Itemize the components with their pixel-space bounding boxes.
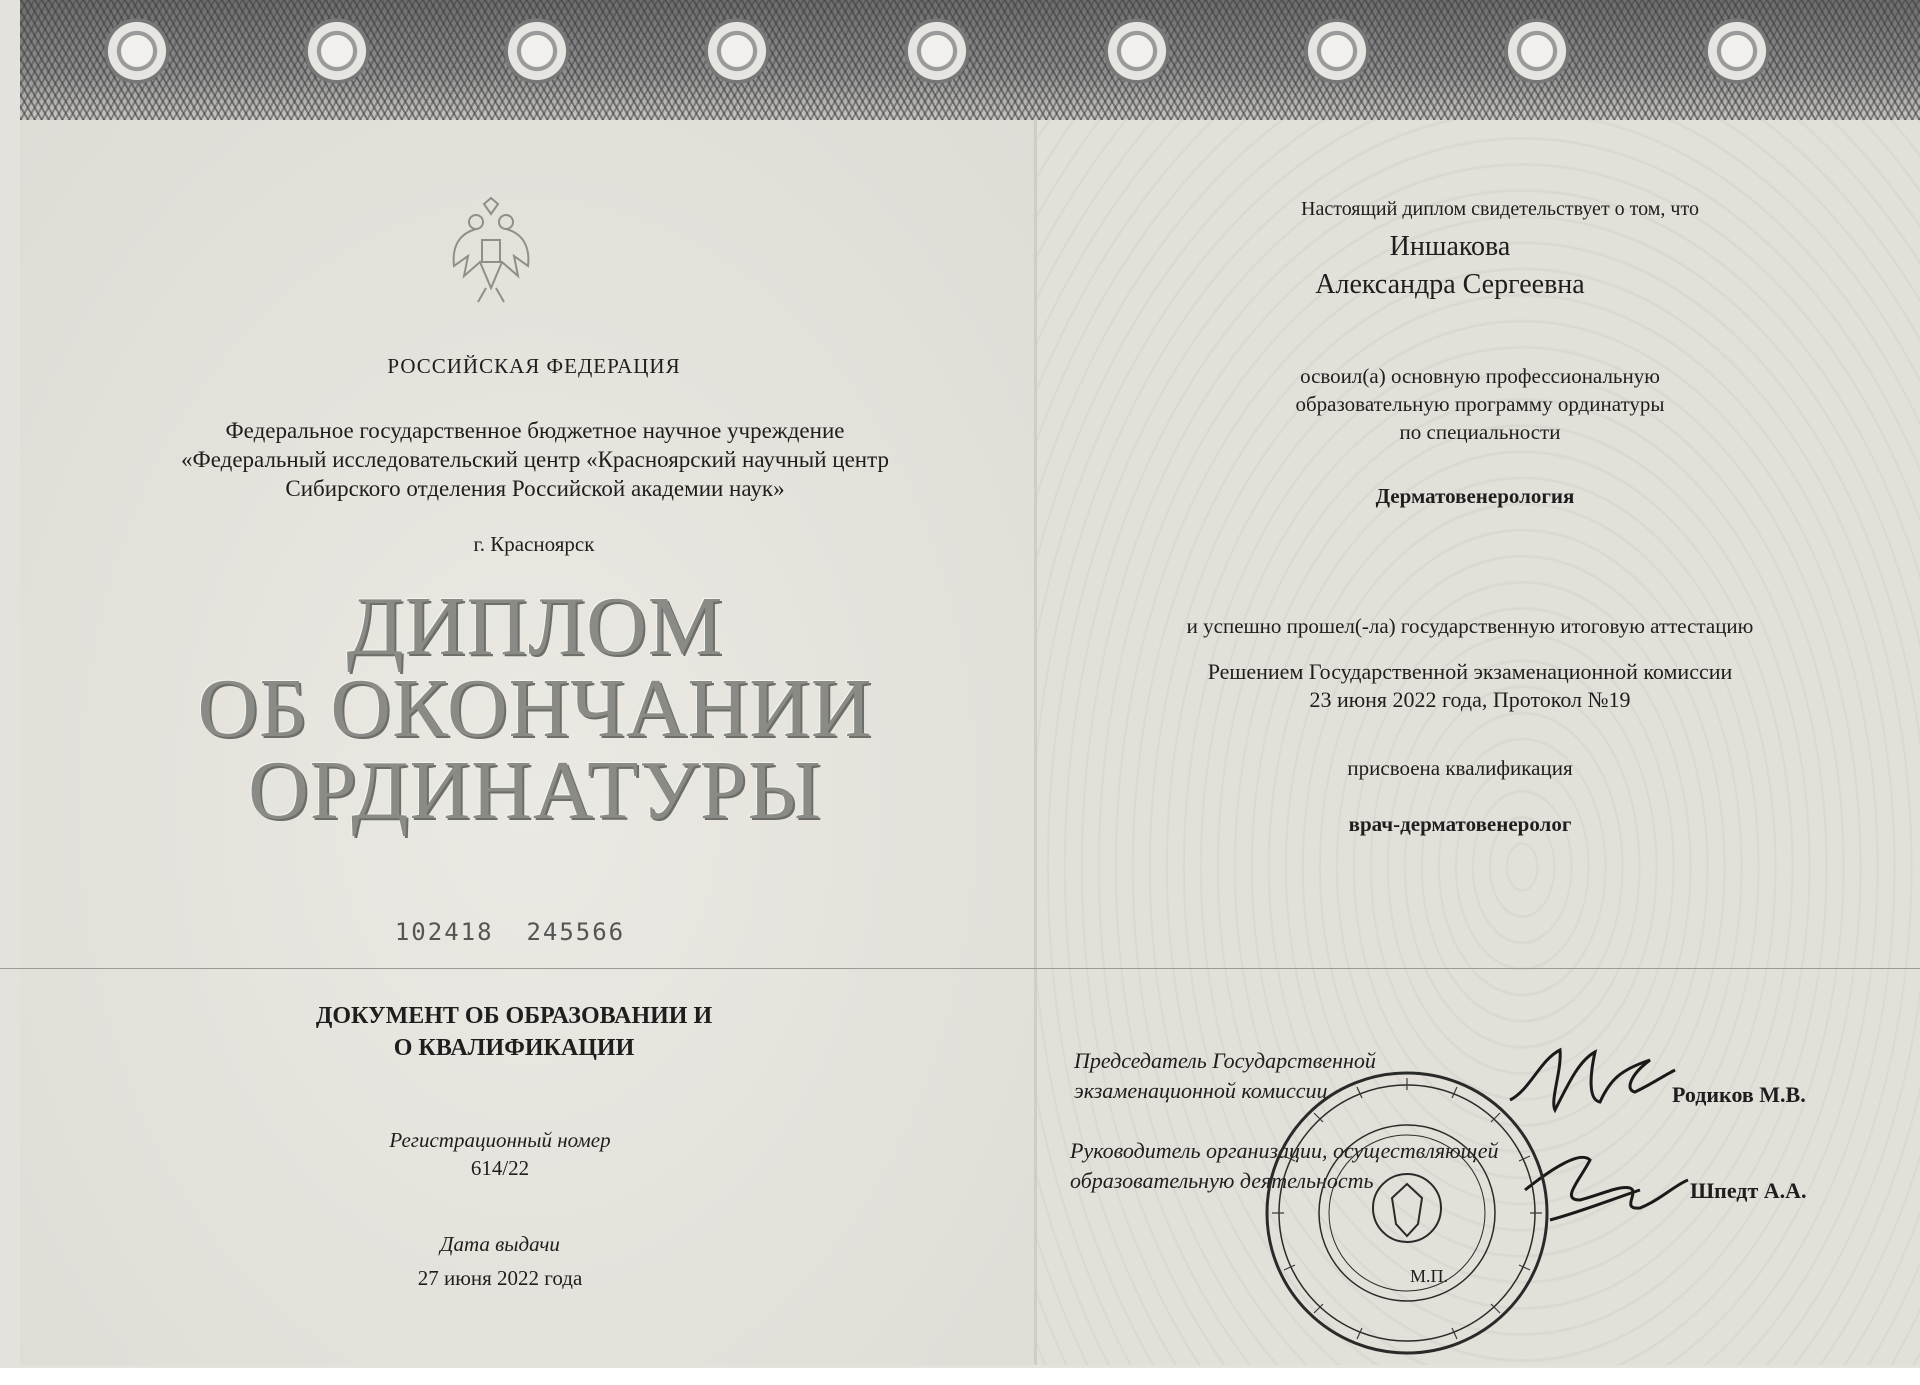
organization-line: Сибирского отделения Российской академии наук» — [285, 476, 785, 501]
certifies-text: Настоящий диплом свидетельствует о том, что — [1301, 198, 1699, 220]
medallion-icon — [1500, 14, 1574, 88]
organization-line: «Федеральный исследовательский центр «Красноярский научный центр — [181, 447, 889, 472]
graduate-name — [1100, 228, 1800, 304]
program-line: образовательную программу ординатуры — [1295, 392, 1665, 416]
program-line: по специальности — [1399, 420, 1561, 444]
document-type — [234, 1000, 794, 1064]
qualification-label: присвоена квалификация — [1347, 756, 1573, 780]
graduate-given-names: Александра Сергеевна — [1315, 269, 1585, 300]
double-headed-eagle-emblem-icon — [446, 196, 536, 306]
diploma-title — [90, 580, 980, 837]
diploma-title-line: ОБ ОКОНЧАНИИ — [197, 662, 873, 755]
chairman-role-line: экзаменационной комиссии — [1074, 1078, 1328, 1103]
official-seal-stamp — [1262, 1068, 1552, 1358]
program-text — [1140, 362, 1820, 446]
spine-divider — [1034, 120, 1037, 1365]
commission-decision-line: 23 июня 2022 года, Протокол №19 — [1309, 687, 1631, 712]
medallion-icon — [1100, 14, 1174, 88]
document-type-line: О КВАЛИФИКАЦИИ — [393, 1035, 635, 1061]
chairman-role-line: Председатель Государственной — [1074, 1048, 1376, 1073]
attestation-text: и успешно прошел(-ла) государственную итоговую аттестацию — [1186, 614, 1754, 638]
diploma-title-line: ОРДИНАТУРЫ — [248, 744, 822, 837]
organization-line: Федеральное государственное бюджетное научное учреждение — [225, 418, 845, 443]
medallion-icon — [700, 14, 774, 88]
medallion-icon — [1700, 14, 1774, 88]
medallion-icon — [500, 14, 574, 88]
director-role-line: образовательную деятельность — [1070, 1168, 1374, 1193]
serial-number: 102418 245566 — [394, 918, 626, 946]
medallion-icon — [300, 14, 374, 88]
organization-name — [60, 416, 1010, 503]
qualification: врач-дерматовенеролог — [1348, 812, 1572, 836]
program-line: освоил(а) основную профессиональную — [1300, 364, 1660, 388]
issue-date-label: Дата выдачи — [440, 1232, 560, 1256]
commission-decision-line: Решением Государственной экзаменационной комиссии — [1207, 659, 1733, 684]
chairman-name: Родиков М.В. — [1672, 1082, 1806, 1107]
guilloche-border-band — [20, 0, 1920, 121]
registration-number: 614/22 — [470, 1156, 530, 1180]
medallion-icon — [1300, 14, 1374, 88]
medallion-icon — [100, 14, 174, 88]
diploma-title-line: ДИПЛОМ — [346, 580, 724, 673]
issue-date: 27 июня 2022 года — [417, 1266, 583, 1290]
fold-line — [0, 968, 1920, 969]
city: г. Красноярск — [473, 532, 595, 556]
registration-number-label: Регистрационный номер — [389, 1128, 611, 1152]
specialty: Дерматовенерология — [1375, 484, 1575, 508]
country-heading: РОССИЙСКАЯ ФЕДЕРАЦИЯ — [387, 354, 681, 378]
director-role-line: Руководитель организации, осуществляющей — [1070, 1138, 1499, 1163]
director-name: Шпедт А.А. — [1690, 1178, 1807, 1203]
seal-place-mark: М.П. — [1410, 1266, 1449, 1286]
graduate-surname: Иншакова — [1389, 231, 1511, 262]
document-type-line: ДОКУМЕНТ ОБ ОБРАЗОВАНИИ И — [315, 1003, 713, 1029]
scan-margin — [0, 1368, 1920, 1385]
medallion-icon — [900, 14, 974, 88]
commission-decision — [1100, 658, 1840, 714]
